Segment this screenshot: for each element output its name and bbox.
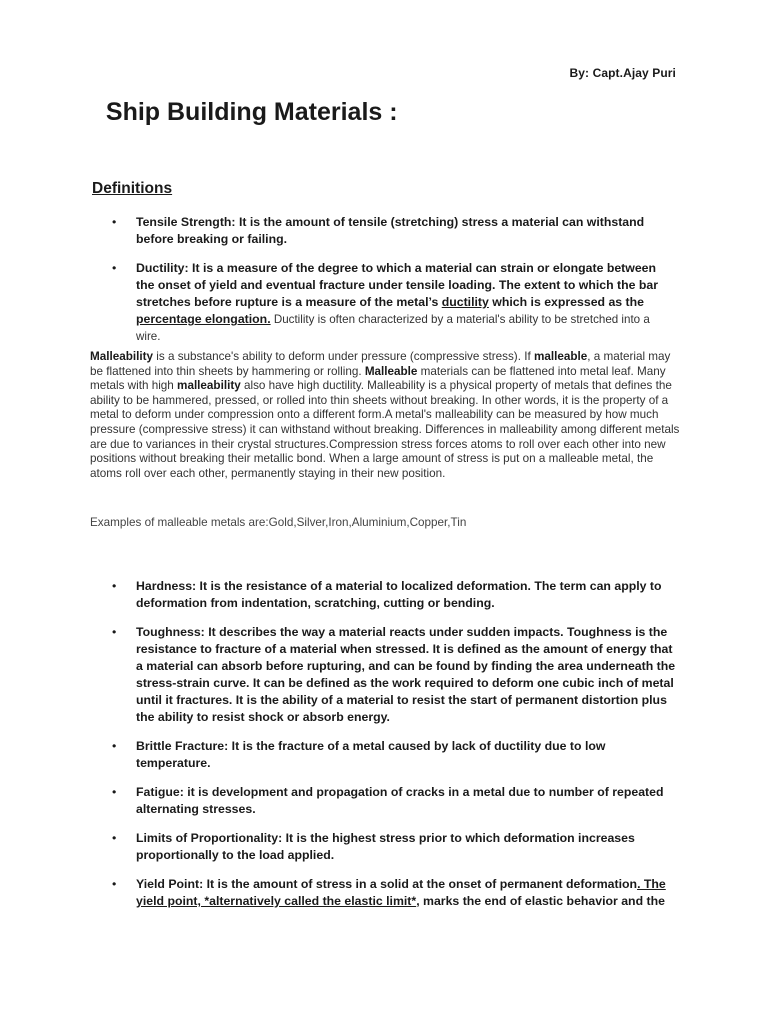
term-label: Limits of Proportionality: (136, 831, 283, 845)
term-definition-cont: , marks the end of elastic behavior and the (416, 894, 665, 908)
list-item (92, 876, 676, 910)
term-label: Ductility: (136, 261, 189, 275)
term-label: Yield Point: (136, 877, 204, 891)
bullet-icon: • (112, 625, 117, 639)
term-definition: it is development and propagation of cracks in a metal due to number of repeated alternating stresses. (136, 785, 664, 816)
term-definition: It is a measure of the degree to which a material can strain or elongate between the onset of yield and eventual fracture under tensile loading. The extent to which the bar stretches before rupture is a measure of the metal’s (136, 261, 659, 309)
bullet-icon: • (112, 739, 117, 753)
term-definition: It is the resistance of a material to localized deformation. The term can apply to deformation from indentation, scratching, cutting or bending. (136, 579, 662, 610)
bold-term: malleability (177, 379, 241, 393)
bullet-icon: • (112, 261, 117, 275)
underlined-term: percentage elongation. (136, 312, 271, 326)
list-item (92, 578, 676, 612)
bullet-icon: • (112, 579, 117, 593)
bullet-icon: • (112, 877, 117, 891)
term-definition: It describes the way a material reacts under sudden impacts. Toughness is the resistance to fracture of a material when stressed. It is defined as the amount of energy that a material can absorb before rupturing, and can be found by finding the area underneath the stress-strain curve. It can be defined as the work required to deform one cubic inch of metal until it fractures. It is the ability of a material to resist the start of permanent distortion plus the ability to resist shock or absorb energy. (136, 625, 676, 724)
list-item (92, 260, 676, 345)
list-item (92, 784, 676, 818)
page-title: Ship Building Materials : (92, 98, 398, 126)
term-definition: It is the amount of tensile (stretching) stress a material can withstand before breaking or failing. (136, 215, 645, 246)
malleability-paragraph (90, 350, 680, 481)
definitions-list-top (92, 214, 676, 357)
list-item (92, 214, 676, 248)
examples-line: Examples of malleable metals are:Gold,Silver,Iron,Aluminium,Copper,Tin (90, 516, 467, 529)
bold-term: malleable (533, 350, 588, 363)
bullet-icon: • (112, 215, 117, 229)
paragraph-text: also have high ductility. Malleability is a physical property of metals that defines the ability to be hammered, pressed, or rolled into thin sheets without breaking. In other words, it is the property of a metal to deform under compression onto a different form.A metal's malleability can be measured by how much pressure (compressive stress) it can withstand without breaking. Differences in malleability among different metals are due to variances in their crystal structures.Compression stress forces atoms to roll over each other into new positions without breaking their metallic bond. When a large amount of stress is put on a malleable metal, the atoms roll over each other, permanently staying in their new position. (90, 379, 680, 480)
list-item (92, 738, 676, 772)
definitions-list-bottom (92, 578, 676, 922)
bullet-icon: • (112, 785, 117, 799)
underlined-term: . The yield point, *alternatively called the elastic limit* (136, 877, 666, 908)
term-label: Tensile Strength: (136, 215, 236, 229)
paragraph-text: is a substance's ability to deform under pressure (compressive stress). If (153, 350, 534, 363)
term-label: Fatigue: (136, 785, 184, 799)
author-byline: By: Capt.Ajay Puri (569, 66, 676, 80)
term-definition: It is the highest stress prior to which deformation increases proportionally to the load applied. (136, 831, 635, 862)
list-item (92, 624, 676, 726)
term-label: Hardness: (136, 579, 197, 593)
term-definition: It is the amount of stress in a solid at the onset of permanent deformation (203, 877, 638, 891)
bold-term: Malleable (364, 364, 418, 378)
paragraph-text: materials can be flattened into metal leaf. Many metals with high (90, 364, 666, 393)
term-definition-cont: which is expressed as the (488, 295, 645, 309)
paragraph-text: , a material may be flattened into thin sheets by hammering or rolling. (90, 350, 671, 378)
bullet-icon: • (112, 831, 117, 845)
section-heading: Definitions (92, 180, 173, 197)
term-definition: It is the fracture of a metal caused by lack of ductility due to low temperature. (136, 739, 606, 770)
underlined-term: ductility (441, 295, 489, 309)
bold-term: Malleability (90, 350, 154, 363)
list-item (92, 830, 676, 864)
term-label: Brittle Fracture: (136, 739, 229, 753)
plain-note: Ductility is often characterized by a material's ability to be stretched into a wire. (136, 313, 650, 343)
term-label: Toughness: (136, 625, 205, 639)
